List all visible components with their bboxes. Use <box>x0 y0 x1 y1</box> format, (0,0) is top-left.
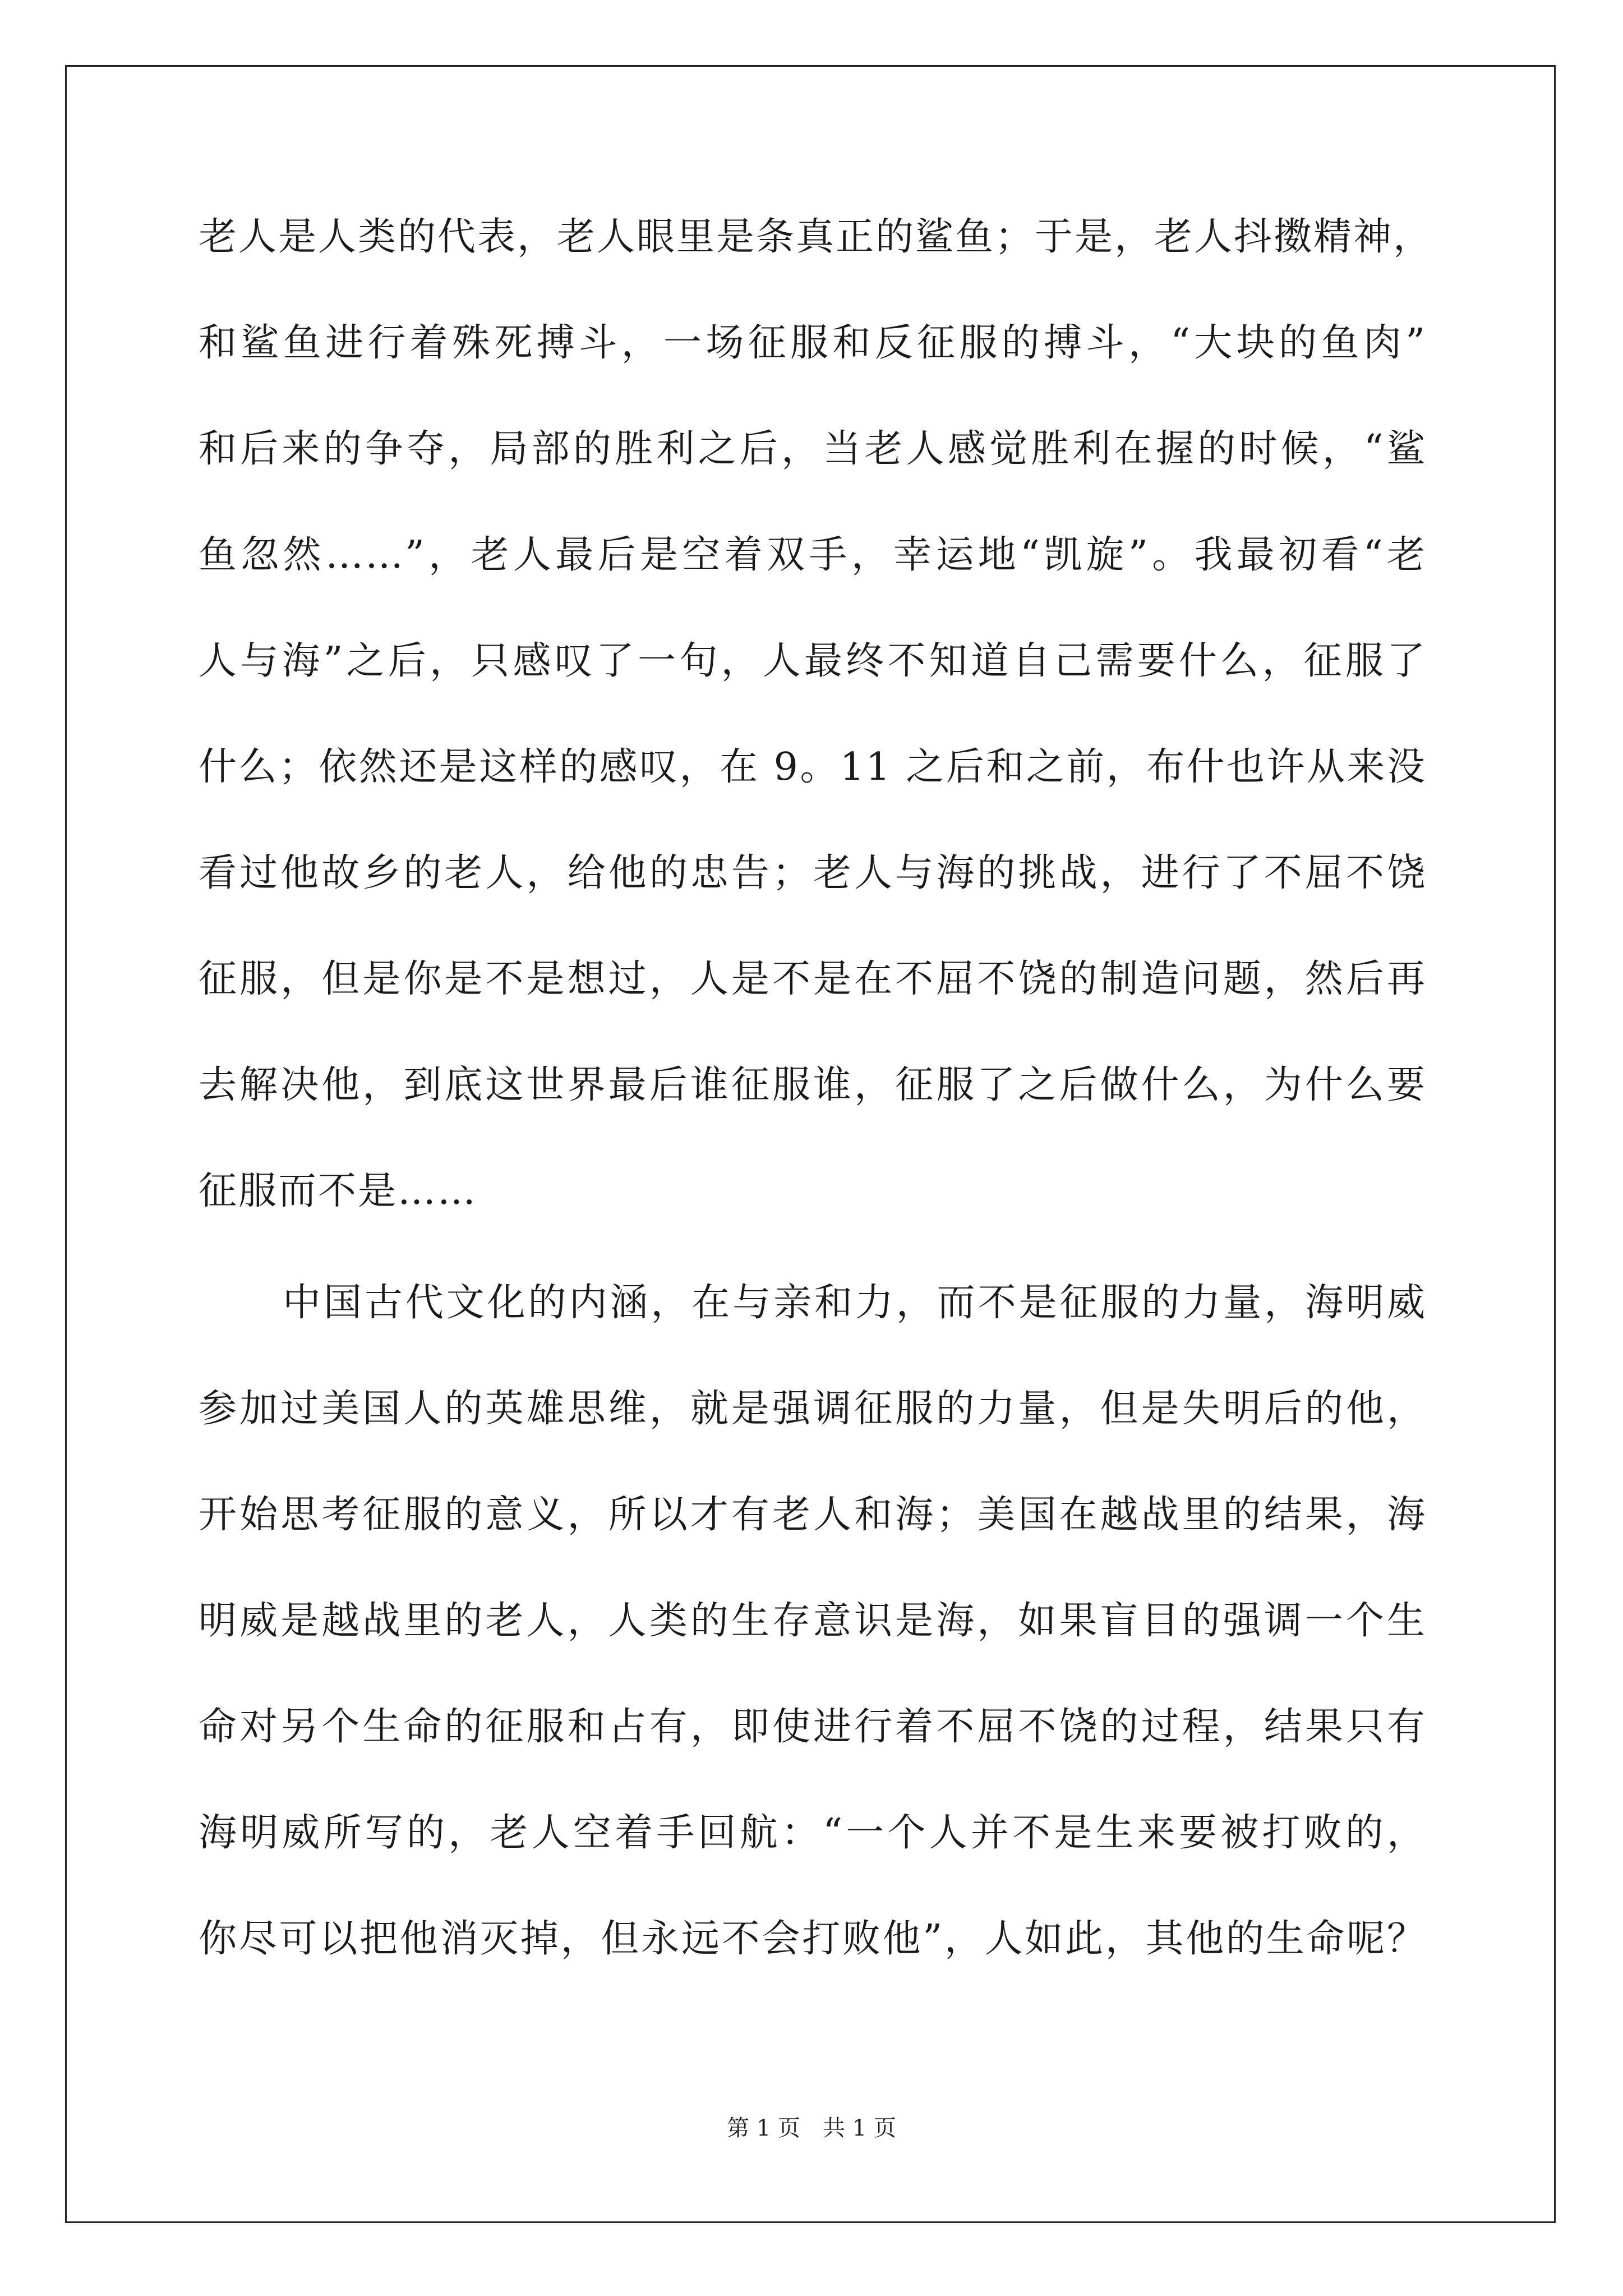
text-line: 看过他故乡的老人，给他的忠告；老人与海的挑战，进行了不屈不饶 <box>199 851 1427 895</box>
text-line: 中国古代文化的内涵，在与亲和力，而不是征服的力量，海明威 <box>283 1281 1427 1325</box>
text-line: 征服而不是…… <box>199 1169 478 1213</box>
text-line: 征服，但是你是不是想过，人是不是在不屈不饶的制造问题，然后再 <box>199 957 1427 1001</box>
text-line: 你尽可以把他消灭掉，但永远不会打败他”，人如此，其他的生命呢？ <box>199 1917 1427 1961</box>
text-line: 命对另个生命的征服和占有，即使进行着不屈不饶的过程，结果只有 <box>199 1705 1427 1749</box>
text-line: 人与海”之后，只感叹了一句，人最终不知道自己需要什么，征服了 <box>199 639 1427 683</box>
text-line: 去解决他，到底这世界最后谁征服谁，征服了之后做什么，为什么要 <box>199 1063 1427 1107</box>
text-line: 开始思考征服的意义，所以才有老人和海；美国在越战里的结果，海 <box>199 1493 1427 1537</box>
paragraph-1 <box>199 212 1433 1272</box>
paragraph-2 <box>199 1278 1427 2020</box>
text-line: 海明威所写的，老人空着手回航：“一个人并不是生来要被打败的， <box>199 1811 1427 1855</box>
text-line: 和鲨鱼进行着殊死搏斗，一场征服和反征服的搏斗，“大块的鱼肉” <box>199 321 1427 365</box>
text-line: 老人是人类的代表，老人眼里是条真正的鲨鱼；于是，老人抖擞精神， <box>199 215 1433 259</box>
document-body <box>199 212 1433 2020</box>
page-footer: 第 1 页 共 1 页 <box>727 2115 896 2141</box>
text-line: 和后来的争夺，局部的胜利之后，当老人感觉胜利在握的时候，“鲨 <box>199 427 1427 471</box>
text-line: 明威是越战里的老人，人类的生存意识是海，如果盲目的强调一个生 <box>199 1599 1427 1643</box>
text-line: 什么；依然还是这样的感叹，在 9。11 之后和之前，布什也许从来没 <box>199 745 1427 789</box>
text-line: 鱼忽然……”，老人最后是空着双手，幸运地“凯旋”。我最初看“老 <box>199 533 1427 577</box>
text-line: 参加过美国人的英雄思维，就是强调征服的力量，但是失明后的他， <box>199 1387 1427 1431</box>
